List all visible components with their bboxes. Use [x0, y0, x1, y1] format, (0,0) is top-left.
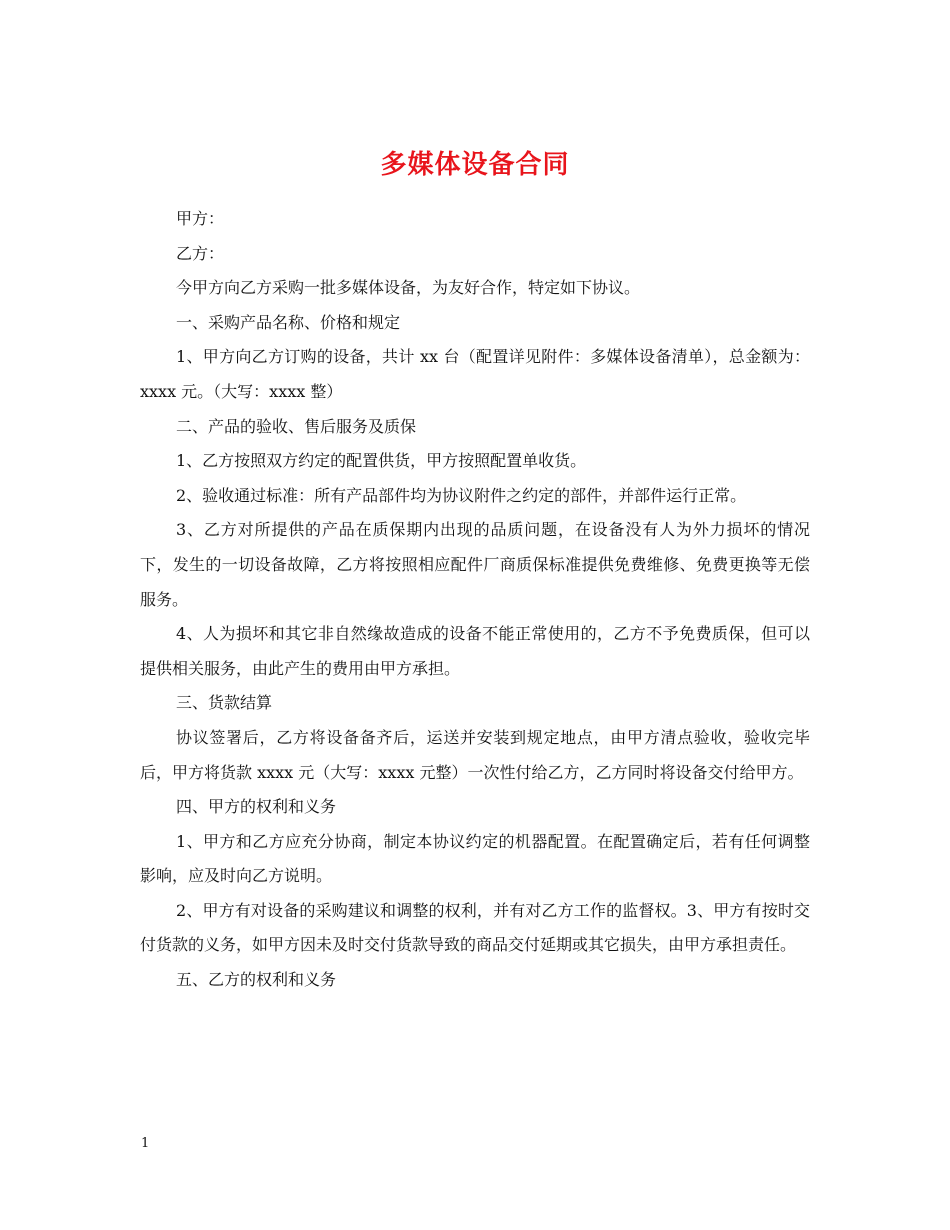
paragraph-clause: 4、人为损坏和其它非自然缘故造成的设备不能正常使用的，乙方不予免费质保，但可以提供相关服务，由此产生的费用由甲方承担。 — [140, 624, 810, 678]
document-title: 多媒体设备合同 — [380, 150, 570, 181]
paragraph-party-b: 乙方： — [176, 243, 225, 263]
paragraph-clause: 2、甲方有对设备的采购建议和调整的权利，并有对乙方工作的监督权。3、甲方有按时交付货款的义务，如甲方因未及时交付货款导致的商品交付延期或其它损失，由甲方承担责任。 — [140, 900, 810, 955]
document-body — [140, 202, 810, 998]
paragraph-clause: 1、乙方按照双方约定的配置供货，甲方按照配置单收货。 — [176, 451, 587, 471]
paragraph-party-a: 甲方： — [176, 209, 225, 228]
paragraph-clause: 1、甲方向乙方订购的设备，共计 xx 台（配置详见附件：多媒体设备清单），总金额为：xxxx 元。（大写：xxxx 整） — [140, 347, 810, 401]
paragraph-clause: 1、甲方和乙方应充分协商，制定本协议约定的机器配置。在配置确定后，若有任何调整影响，应及时向乙方说明。 — [140, 831, 810, 886]
section-heading-5: 五、乙方的权利和义务 — [176, 970, 337, 990]
paragraph-clause: 3、乙方对所提供的产品在质保期内出现的品质问题，在设备没有人为外力损坏的情况下，发生的一切设备故障，乙方将按照相应配件厂商质保标准提供免费维修、免费更换等无偿服务。 — [140, 520, 810, 609]
section-heading-2: 二、产品的验收、售后服务及质保 — [176, 416, 417, 436]
section-heading-4: 四、甲方的权利和义务 — [176, 797, 337, 817]
paragraph-clause: 2、验收通过标准：所有产品部件均为协议附件之约定的部件，并部件运行正常。 — [176, 485, 747, 505]
section-heading-1: 一、采购产品名称、价格和规定 — [176, 312, 401, 332]
section-heading-3: 三、货款结算 — [176, 693, 273, 713]
page-number: 1 — [141, 1136, 150, 1151]
paragraph-intro: 今甲方向乙方采购一批多媒体设备，为友好合作，特定如下协议。 — [176, 278, 641, 298]
paragraph-clause: 协议签署后，乙方将设备备齐后，运送并安装到规定地点，由甲方清点验收，验收完毕后，甲方将货款 xxxx 元（大写：xxxx 元整）一次性付给乙方，乙方同时将设备交付给甲方。 — [140, 727, 810, 782]
